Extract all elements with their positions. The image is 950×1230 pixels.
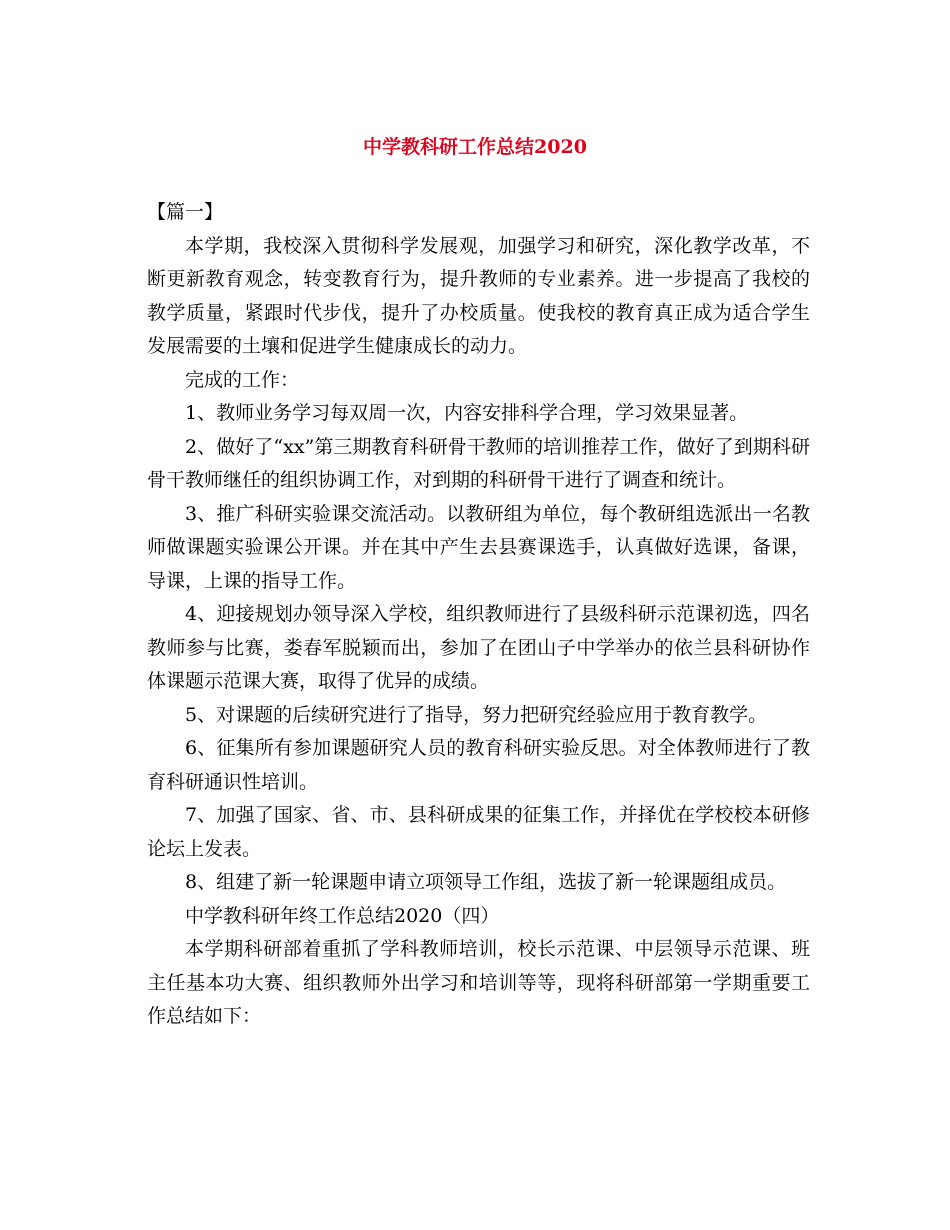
intro-paragraph: 本学期，我校深入贯彻科学发展观，加强学习和研究，深化教学改革，不断更新教育观念，转变教育行为，提升教师的专业素养。进一步提高了我校的教学质量，紧跟时代步伐，提升了办校质量。使我校的教育真正成为适合学生发展需要的土壤和促进学生健康成长的动力。 — [147, 234, 810, 357]
work-item-3: 3、推广科研实验课交流活动。以教研组为单位，每个教研组选派出一名教师做课题实验课公开课。并在其中产生去县赛课选手，认真做好选课，备课，导课，上课的指导工作。 — [147, 502, 810, 592]
work-item-7: 7、加强了国家、省、市、县科研成果的征集工作，并择优在学校校本研修论坛上发表。 — [147, 804, 810, 860]
work-item-5: 5、对课题的后续研究进行了指导，努力把研究经验应用于教育教学。 — [185, 703, 768, 726]
completed-work-heading: 完成的工作： — [185, 368, 300, 391]
work-item-4: 4、迎接规划办领导深入学校，组织教师进行了县级科研示范课初选，四名教师参与比赛，娄春军脱颖而出，参加了在团山子中学举办的依兰县科研协作体课题示范课大赛，取得了优异的成绩。 — [147, 603, 810, 692]
work-item-2: 2、做好了“xx”第三期教育科研骨干教师的培训推荐工作，做好了到期科研骨干教师继任的组织协调工作，对到期的科研骨干进行了调查和统计。 — [147, 435, 810, 491]
section-label: 【篇一】 — [147, 201, 224, 223]
section-heading-four: 中学教科研年终工作总结2020（四） — [185, 904, 500, 927]
summary-paragraph: 本学期科研部着重抓了学科教师培训，校长示范课、中层领导示范课、班主任基本功大赛、组织教师外出学习和培训等等，现将科研部第一学期重要工作总结如下： — [147, 938, 810, 1027]
work-item-6: 6、征集所有参加课题研究人员的教育科研实验反思。对全体教师进行了教育科研通识性培训。 — [147, 737, 810, 793]
document-body — [147, 196, 810, 1034]
work-item-8: 8、组建了新一轮课题申请立项领导工作组，选拔了新一轮课题组成员。 — [185, 871, 787, 893]
document-title: 中学教科研工作总结2020 — [363, 136, 587, 158]
work-item-1: 1、教师业务学习每双周一次，内容安排科学合理，学习效果显著。 — [185, 402, 749, 424]
